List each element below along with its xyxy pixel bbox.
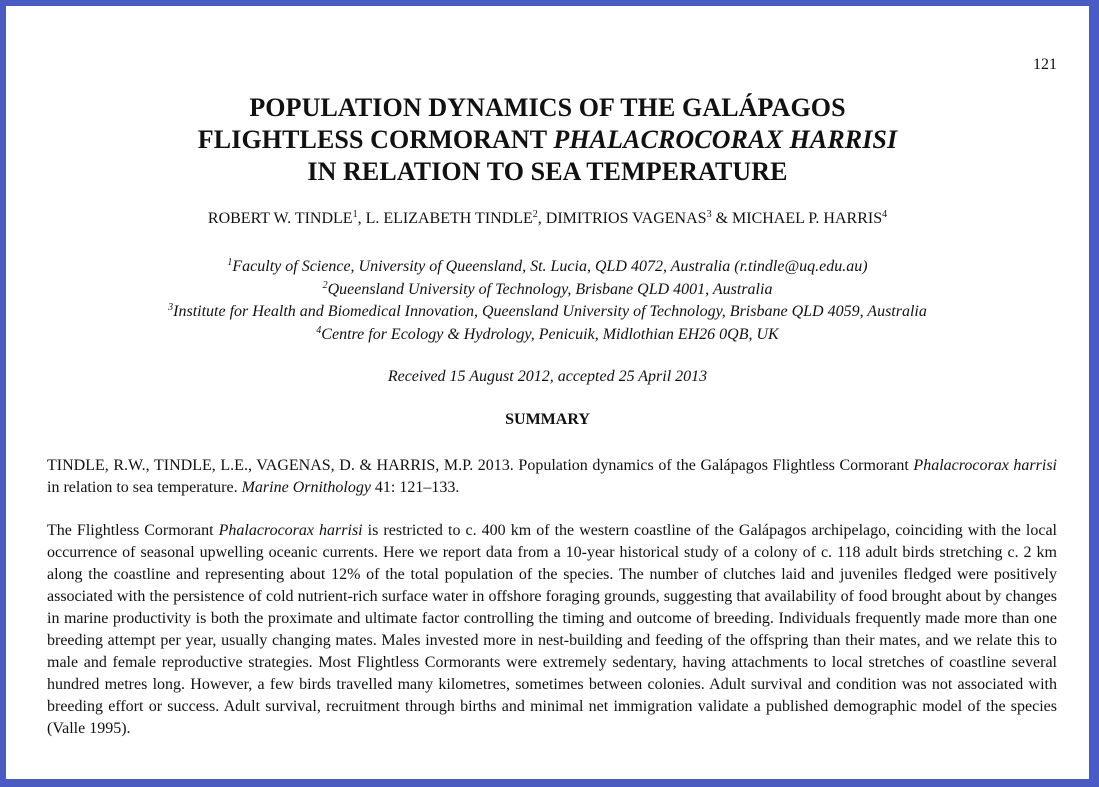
affiliation-text: Faculty of Science, University of Queensland, St. Lucia, QLD 4072, Australia (r.tindle@uq.edu.au) bbox=[232, 258, 868, 275]
summary-heading: SUMMARY bbox=[505, 411, 590, 428]
affiliation-text: Centre for Ecology & Hydrology, Penicuik, Midlothian EH26 0QB, UK bbox=[321, 325, 779, 343]
author-superscript: 3 bbox=[706, 209, 712, 220]
citation-journal: Marine Ornithology bbox=[241, 479, 371, 496]
affiliation-line bbox=[6, 324, 1089, 347]
title-species: PHALACROCORAX HARRISI bbox=[553, 125, 898, 154]
author-superscript: 1 bbox=[352, 209, 358, 220]
abstract-paragraph bbox=[47, 520, 1057, 740]
citation-text: TINDLE, R.W., TINDLE, L.E., VAGENAS, D. & HARRIS, M.P. 2013. Population dynamics of the Galápagos Flightless Cormorant bbox=[47, 457, 914, 474]
citation-species: Phalacrocorax harrisi bbox=[913, 457, 1057, 474]
paper-title bbox=[6, 92, 1089, 188]
paper-page bbox=[6, 6, 1089, 779]
author-name: MICHAEL P. HARRIS bbox=[732, 210, 883, 227]
affiliation-text: Institute for Health and Biomedical Innovation, Queensland University of Technology, Brisbane QLD 4059, Australia bbox=[173, 303, 927, 320]
title-line-3: IN RELATION TO SEA TEMPERATURE bbox=[307, 157, 788, 186]
affiliation-list bbox=[6, 256, 1089, 346]
affiliation-superscript: 4 bbox=[316, 324, 322, 336]
affiliation-text: Queensland University of Technology, Brisbane QLD 4001, Australia bbox=[327, 280, 773, 298]
author-separator: , bbox=[357, 210, 366, 227]
author-superscript: 4 bbox=[882, 209, 888, 220]
affiliation-superscript: 2 bbox=[322, 279, 328, 291]
author-separator: , bbox=[537, 210, 546, 227]
affiliation-line bbox=[6, 279, 1089, 302]
citation-text: in relation to sea temperature. bbox=[47, 479, 242, 496]
title-line-1: POPULATION DYNAMICS OF THE GALÁPAGOS bbox=[249, 93, 846, 122]
author-name: L. ELIZABETH TINDLE bbox=[365, 210, 533, 227]
received-date: Received 15 August 2012, accepted 25 April 2013 bbox=[387, 368, 708, 385]
author-name: ROBERT W. TINDLE bbox=[207, 210, 353, 227]
abstract-text: is restricted to c. 400 km of the western coastline of the Galápagos archipelago, coinciding with the local occurrence of seasonal upwelling oceanic currents. Here we report data from a 10-year historical study of a colony of c. 118 adult birds stretching c. 2 km along the coastline and representing about 12% of the total population of the species. The number of clutches laid and juveniles fledged were positively associated with the persistence of cold nutrient-rich surface water in offshore foraging grounds, suggesting that availability of food brought about by changes in marine productivity is both the proximate and ultimate factor controlling the timing and outcome of breeding. Individuals frequently made more than one breeding attempt per year, usually changing mates. Males invested more in nest-building and feeding of the offspring than their mates, and we relate this to male and female reproductive strategies. Most Flightless Cormorants were extremely sedentary, having attachments to local stretches of coastline several hundred metres long. However, a few birds travelled many kilometres, sometimes between colonies. Adult survival and condition was not associated with breeding effort or success. Adult survival, recruitment through births and minimal net immigration validate a published demographic model of the species (Valle 1995). bbox=[47, 522, 1058, 737]
affiliation-line bbox=[6, 301, 1089, 324]
affiliation-superscript: 1 bbox=[227, 257, 233, 268]
affiliation-superscript: 3 bbox=[168, 302, 174, 313]
author-separator: & bbox=[711, 210, 733, 227]
citation-text: 41: 121–133. bbox=[370, 479, 460, 496]
page-number: 121 bbox=[1033, 56, 1057, 73]
title-line-2 bbox=[6, 124, 1089, 156]
title-line-2-prefix: FLIGHTLESS CORMORANT bbox=[197, 125, 554, 154]
abstract-text: The Flightless Cormorant bbox=[47, 522, 219, 539]
author-superscript: 2 bbox=[532, 209, 538, 220]
author-list bbox=[6, 210, 1089, 228]
affiliation-line bbox=[6, 256, 1089, 279]
author-name: DIMITRIOS VAGENAS bbox=[545, 210, 707, 227]
abstract-species: Phalacrocorax harrisi bbox=[218, 522, 363, 539]
citation-paragraph bbox=[47, 455, 1057, 499]
